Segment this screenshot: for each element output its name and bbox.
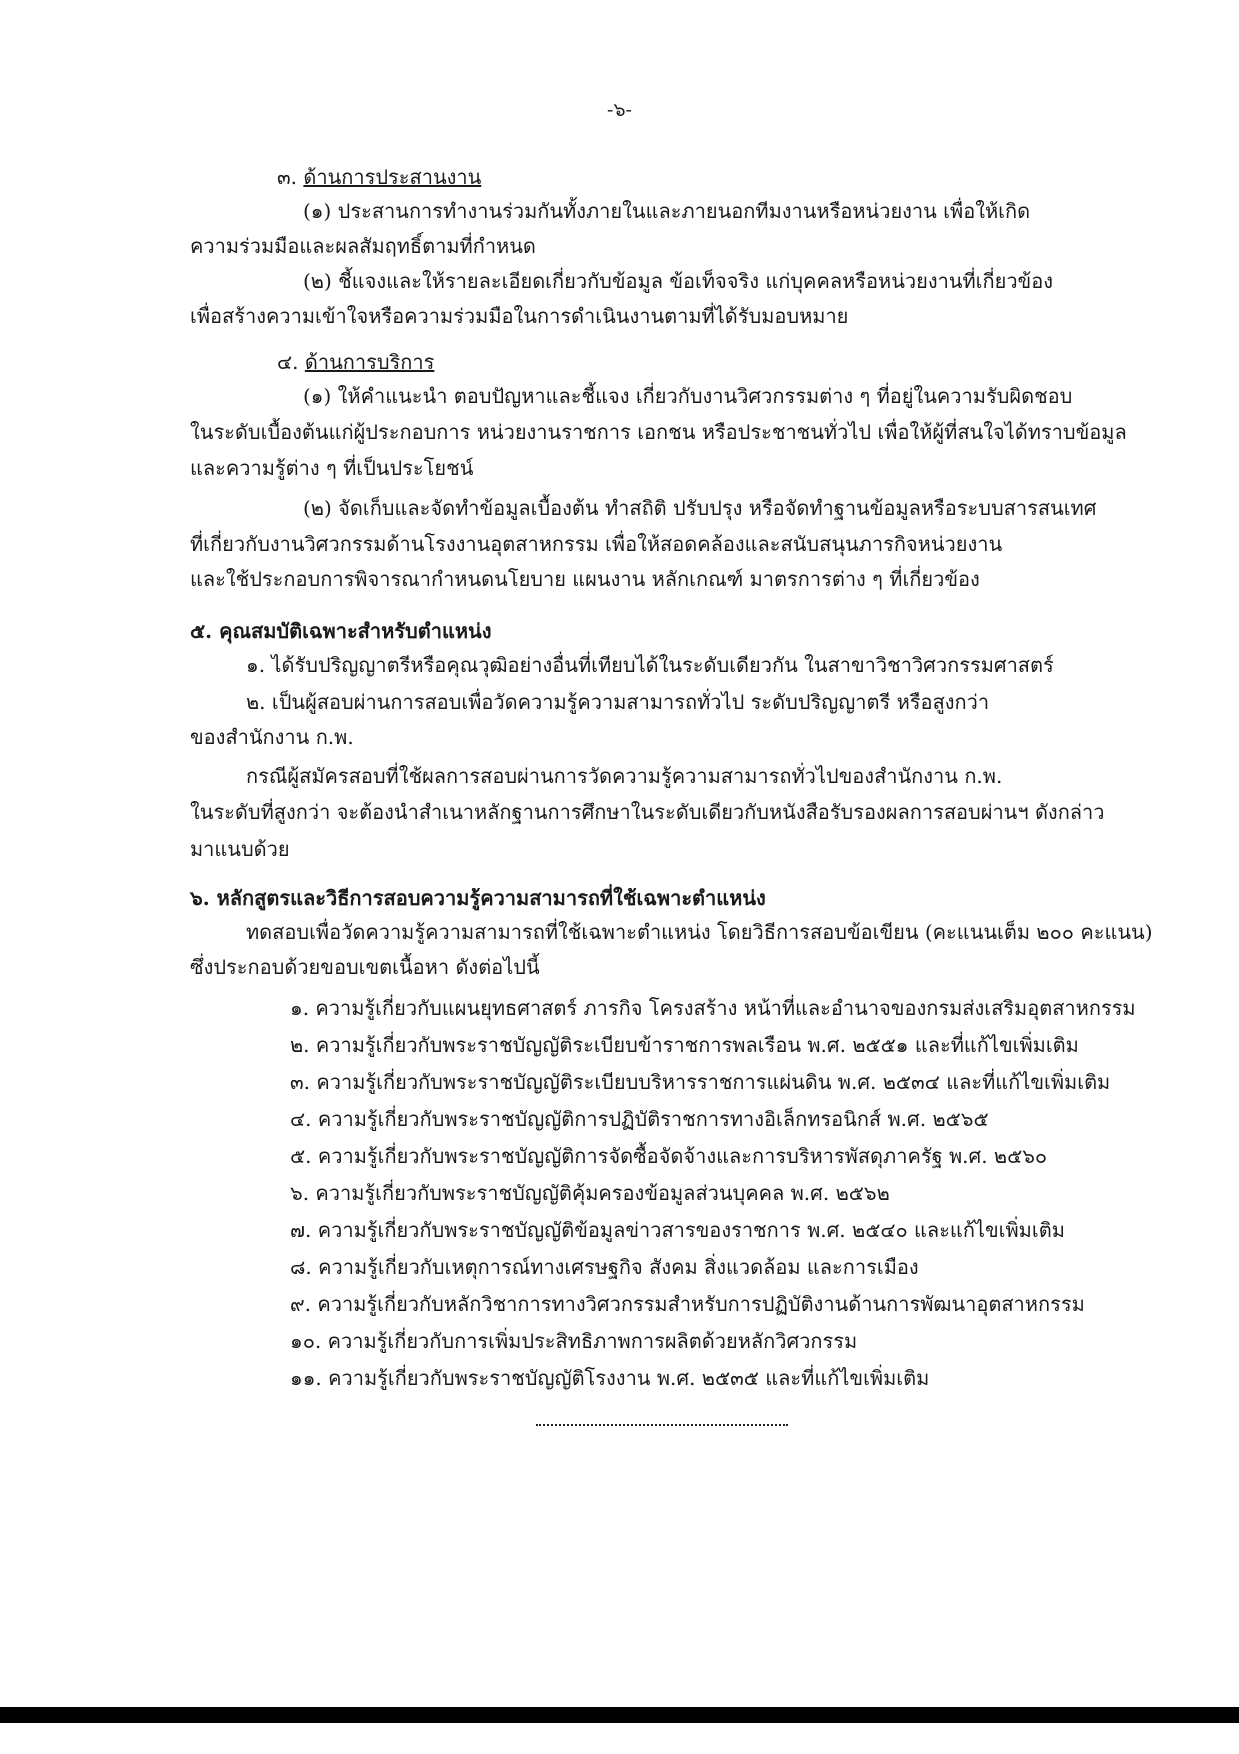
scan-border-bar xyxy=(0,1707,1239,1723)
qualification-1: ๑. ได้รับปริญญาตรีหรือคุณวุฒิอย่างอื่นที่เทียบได้ในระดับเดียวกัน ในสาขาวิชาวิศวกรรมศาสตร์ xyxy=(246,653,1054,677)
curriculum-intro-line-1: ทดสอบเพื่อวัดความรู้ความสามารถที่ใช้เฉพาะตำแหน่ง โดยวิธีการสอบข้อเขียน (คะแนนเต็ม ๒๐๐ คะแนน) xyxy=(246,920,1153,944)
curriculum-topic: ๓. ความรู้เกี่ยวกับพระราชบัญญัติระเบียบบริหารราชการแผ่นดิน พ.ศ. ๒๕๓๔ และที่แก้ไขเพิ่มเติม xyxy=(290,1070,1111,1094)
end-dotted-rule xyxy=(536,1424,788,1426)
curriculum-topic: ๑. ความรู้เกี่ยวกับแผนยุทธศาสตร์ ภารกิจ โครงสร้าง หน้าที่และอำนาจของกรมส่งเสริมอุตสาหกรรม xyxy=(290,996,1136,1020)
qualification-2-line-1: ๒. เป็นผู้สอบผ่านการสอบเพื่อวัดความรู้ความสามารถทั่วไป ระดับปริญญาตรี หรือสูงกว่า xyxy=(246,690,990,714)
curriculum-topic: ๘. ความรู้เกี่ยวกับเหตุการณ์ทางเศรษฐกิจ สังคม สิ่งแวดล้อม และการเมือง xyxy=(290,1255,919,1279)
qualifications-heading: ๕. คุณสมบัติเฉพาะสำหรับตำแหน่ง xyxy=(190,619,492,643)
section-4-item-2-line-2: ที่เกี่ยวกับงานวิศวกรรมด้านโรงงานอุตสาหกรรม เพื่อให้สอดคล้องและสนับสนุนภารกิจหน่วยงาน xyxy=(190,532,1003,556)
qualification-note-line-3: มาแนบด้วย xyxy=(190,837,290,861)
curriculum-topic: ๑๑. ความรู้เกี่ยวกับพระราชบัญญัติโรงงาน พ.ศ. ๒๕๓๕ และที่แก้ไขเพิ่มเติม xyxy=(290,1366,930,1390)
qualification-2-line-2: ของสำนักงาน ก.พ. xyxy=(190,725,354,749)
section-4-item-1-line-2: ในระดับเบื้องต้นแก่ผู้ประกอบการ หน่วยงานราชการ เอกชน หรือประชาชนทั่วไป เพื่อให้ผู้ที่สนใจได้ทราบข้อมูล xyxy=(190,420,1127,444)
section-3-item-1-line-1: (๑) ประสานการทำงานร่วมกันทั้งภายในและภายนอกทีมงานหรือหน่วยงาน เพื่อให้เกิด xyxy=(303,199,1031,223)
section-3-item-1-line-2: ความร่วมมือและผลสัมฤทธิ์ตามที่กำหนด xyxy=(190,234,536,258)
curriculum-heading: ๖. หลักสูตรและวิธีการสอบความรู้ความสามารถที่ใช้เฉพาะตำแหน่ง xyxy=(190,886,766,910)
curriculum-topic: ๕. ความรู้เกี่ยวกับพระราชบัญญัติการจัดซื้อจัดจ้างและการบริหารพัสดุภาครัฐ พ.ศ. ๒๕๖๐ xyxy=(290,1144,1048,1168)
section-4-item-2-line-1: (๒) จัดเก็บและจัดทำข้อมูลเบื้องต้น ทำสถิติ ปรับปรุง หรือจัดทำฐานข้อมูลหรือระบบสารสนเทศ xyxy=(303,496,1097,520)
curriculum-topic: ๔. ความรู้เกี่ยวกับพระราชบัญญัติการปฏิบัติราชการทางอิเล็กทรอนิกส์ พ.ศ. ๒๕๖๕ xyxy=(290,1107,989,1131)
section-4-heading xyxy=(277,349,434,375)
curriculum-intro-line-2: ซึ่งประกอบด้วยขอบเขตเนื้อหา ดังต่อไปนี้ xyxy=(190,955,540,979)
qualification-note-line-2: ในระดับที่สูงกว่า จะต้องนำสำเนาหลักฐานการศึกษาในระดับเดียวกับหนังสือรับรองผลการสอบผ่านฯ ดังกล่าว xyxy=(190,800,1105,824)
qualification-note-line-1: กรณีผู้สมัครสอบที่ใช้ผลการสอบผ่านการวัดความรู้ความสามารถทั่วไปของสำนักงาน ก.พ. xyxy=(246,764,1003,788)
section-4-item-1-line-1: (๑) ให้คำแนะนำ ตอบปัญหาและชี้แจง เกี่ยวกับงานวิศวกรรมต่าง ๆ ที่อยู่ในความรับผิดชอบ xyxy=(303,384,1073,408)
section-4-item-1-line-3: และความรู้ต่าง ๆ ที่เป็นประโยชน์ xyxy=(190,456,474,480)
section-3-heading-number: ๓. xyxy=(277,165,304,189)
section-3-heading-text: ด้านการประสานงาน xyxy=(303,165,482,189)
section-4-item-2-line-3: และใช้ประกอบการพิจารณากำหนดนโยบาย แผนงาน หลักเกณฑ์ มาตรการต่าง ๆ ที่เกี่ยวข้อง xyxy=(190,567,980,591)
section-3-item-2-line-1: (๒) ชี้แจงและให้รายละเอียดเกี่ยวกับข้อมูล ข้อเท็จจริง แก่บุคคลหรือหน่วยงานที่เกี่ยวข้อง xyxy=(303,269,1054,293)
curriculum-topic: ๑๐. ความรู้เกี่ยวกับการเพิ่มประสิทธิภาพการผลิตด้วยหลักวิศวกรรม xyxy=(290,1329,858,1353)
page-number: -๖- xyxy=(607,99,632,121)
section-4-heading-number: ๔. xyxy=(277,350,305,374)
section-3-heading xyxy=(277,164,481,190)
curriculum-topic: ๙. ความรู้เกี่ยวกับหลักวิชาการทางวิศวกรรมสำหรับการปฏิบัติงานด้านการพัฒนาอุตสาหกรรม xyxy=(290,1292,1085,1316)
section-3-item-2-line-2: เพื่อสร้างความเข้าใจหรือความร่วมมือในการดำเนินงานตามที่ได้รับมอบหมาย xyxy=(190,304,849,328)
curriculum-topic: ๒. ความรู้เกี่ยวกับพระราชบัญญัติระเบียบข้าราชการพลเรือน พ.ศ. ๒๕๕๑ และที่แก้ไขเพิ่มเติม xyxy=(290,1033,1079,1057)
curriculum-topic: ๗. ความรู้เกี่ยวกับพระราชบัญญัติข้อมูลข่าวสารของราชการ พ.ศ. ๒๕๔๐ และแก้ไขเพิ่มเติม xyxy=(290,1218,1065,1242)
curriculum-topic: ๖. ความรู้เกี่ยวกับพระราชบัญญัติคุ้มครองข้อมูลส่วนบุคคล พ.ศ. ๒๕๖๒ xyxy=(290,1181,890,1205)
section-4-heading-text: ด้านการบริการ xyxy=(304,350,435,374)
